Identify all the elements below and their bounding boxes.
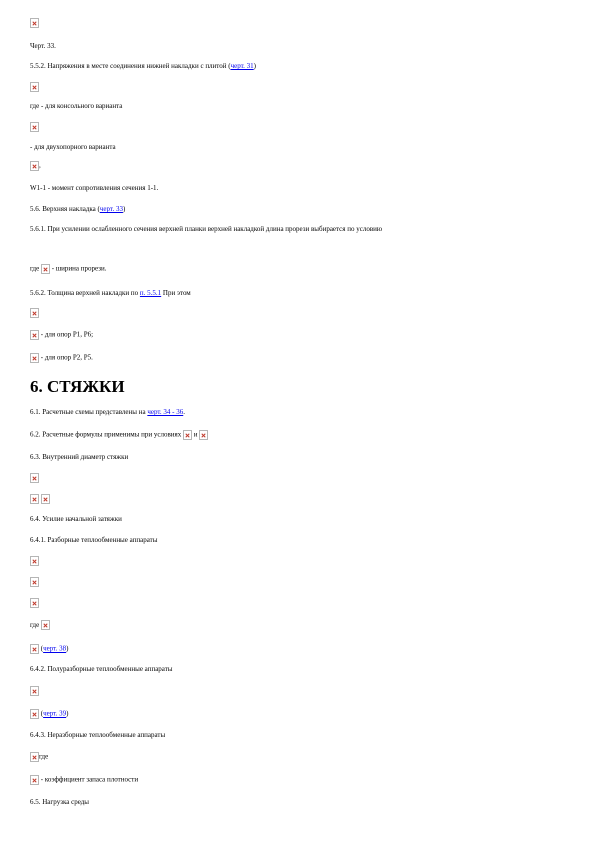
text-line: 6.4.1. Разборные теплообменные аппараты — [30, 536, 158, 544]
text-line: где - для консольного варианта — [30, 102, 123, 110]
text-line: - для опор Р1, Р6; — [30, 330, 93, 340]
text-line: (черт. 38) — [30, 644, 69, 654]
text-line: где — [30, 752, 48, 762]
image-placeholder-row — [30, 18, 39, 28]
broken-image-icon — [30, 473, 39, 483]
broken-image-icon — [30, 494, 39, 504]
broken-image-icon — [30, 122, 39, 132]
link-section-5-5-1[interactable]: п. 5.5.1 — [139, 289, 162, 297]
image-placeholder-row — [30, 473, 39, 483]
image-placeholder-row — [30, 82, 39, 92]
broken-image-icon — [30, 161, 39, 171]
broken-image-icon — [30, 18, 39, 28]
broken-image-icon — [30, 775, 39, 785]
text-line: Черт. 33. — [30, 42, 56, 50]
text-line: W1-1 - момент сопротивления сечения 1-1. — [30, 184, 159, 192]
text-line: - для опор Р2, Р5. — [30, 353, 93, 363]
text-line: 6.2. Расчетные формулы применимы при условиях и — [30, 430, 208, 440]
link-drawing-38[interactable]: черт. 38 — [43, 644, 67, 653]
text-line: 5.6.1. При усилении ослабленного сечения верхней планки верхней накладкой длина прорези выбирается по условию — [30, 225, 383, 233]
text-line: 5.6. Верхняя накладка (черт. 33) — [30, 205, 126, 213]
broken-image-icon — [30, 686, 39, 696]
link-drawing-33[interactable]: черт. 33 — [99, 205, 123, 213]
text-line: где — [30, 620, 50, 630]
text-line: - коэффициент запаса плотности — [30, 775, 138, 785]
broken-image-icon — [30, 644, 39, 654]
broken-image-icon — [41, 264, 50, 274]
image-placeholder-row — [30, 556, 39, 566]
broken-image-icon — [30, 709, 39, 719]
text-line: 6.1. Расчетные схемы представлены на черт. 34 - 36. — [30, 408, 185, 416]
text-line: 6.5. Нагрузка среды — [30, 798, 89, 806]
text-line: (черт. 39) — [30, 709, 69, 719]
text-line: 6.4.2. Полуразборные теплообменные аппараты — [30, 665, 173, 673]
broken-image-icon — [41, 620, 50, 630]
text-line: 6.3. Внутренний диаметр стяжки — [30, 453, 129, 461]
text-line: 6.4.3. Неразборные теплообменные аппараты — [30, 731, 166, 739]
link-drawing-39[interactable]: черт. 39 — [43, 709, 67, 718]
image-placeholder-row — [30, 598, 39, 608]
broken-image-icon — [199, 430, 208, 440]
broken-image-icon — [30, 353, 39, 363]
text-line: - для двухопорного варианта — [30, 143, 116, 151]
text-line: 6.4. Усилие начальной затяжки — [30, 515, 122, 523]
text-line: 5.5.2. Напряжения в месте соединения нижней накладки с плитой (черт. 31) — [30, 62, 257, 70]
broken-image-icon — [30, 330, 39, 340]
broken-image-icon — [30, 308, 39, 318]
text-line: где - ширина прорези. — [30, 264, 107, 273]
image-placeholder-row — [30, 577, 39, 587]
broken-image-icon — [183, 430, 192, 440]
image-placeholder-row — [30, 686, 39, 696]
image-placeholder-row — [30, 122, 39, 132]
broken-image-icon — [41, 494, 50, 504]
image-placeholder-row — [30, 494, 50, 504]
link-drawings-34-36[interactable]: черт. 34 - 36 — [147, 408, 184, 416]
link-drawing-31[interactable]: черт. 31 — [230, 62, 254, 70]
broken-image-icon — [30, 556, 39, 566]
section-heading: 6. СТЯЖКИ — [30, 377, 125, 396]
image-placeholder-row — [30, 308, 39, 318]
broken-image-icon — [30, 752, 39, 762]
text-line: 5.6.2. Толщина верхней накладки по п. 5.5.1 При этом — [30, 289, 191, 297]
image-placeholder-row: , — [30, 161, 41, 171]
broken-image-icon — [30, 598, 39, 608]
broken-image-icon — [30, 577, 39, 587]
broken-image-icon — [30, 82, 39, 92]
